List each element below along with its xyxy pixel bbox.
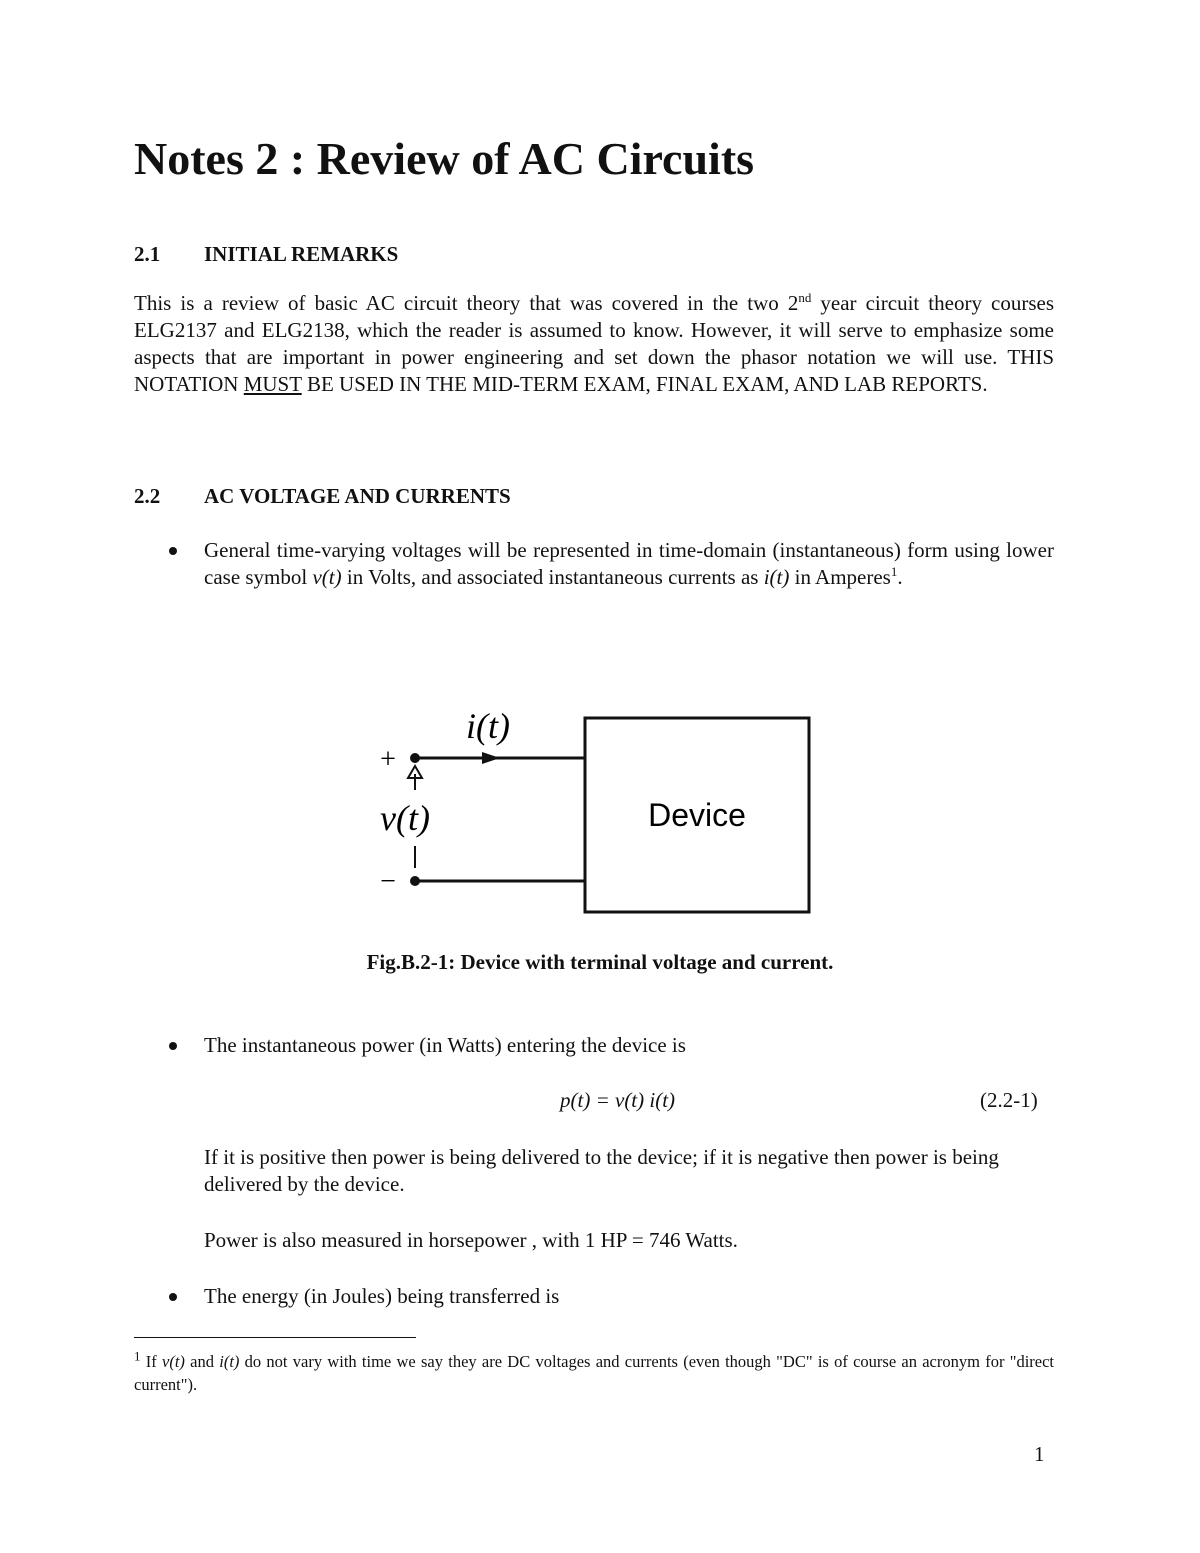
bullet-text: General time-varying voltages will be represented in time-domain (instantaneous) form using lower case symbol: [204, 538, 1054, 589]
intro-text-1: This is a review of basic AC circuit theory that was covered in the two 2: [134, 291, 799, 315]
current-symbol: i(t): [219, 1352, 240, 1371]
equation-number: (2.2-1): [980, 1088, 1038, 1112]
horsepower-paragraph: Power is also measured in horsepower , with 1 HP = 746 Watts.: [204, 1228, 738, 1252]
bullet-icon: [169, 1042, 177, 1050]
current-symbol: i(t): [763, 565, 790, 589]
section-number: 2.2: [134, 484, 161, 508]
power-sign-paragraph: If it is positive then power is being delivered to the device; if it is negative then power is being delivered by the device.: [204, 1145, 999, 1196]
footnote-reference: 1: [890, 564, 898, 579]
section-title: AC VOLTAGE AND CURRENTS: [204, 484, 511, 508]
section-number: 2.1: [134, 242, 161, 266]
page-title: Notes 2 : Review of AC Circuits: [134, 133, 755, 184]
ordinal-superscript: nd: [798, 290, 812, 305]
voltage-symbol: v(t): [162, 1352, 185, 1371]
bullet-energy: The energy (in Joules) being transferred is: [204, 1284, 560, 1308]
figure-caption: Fig.B.2-1: Device with terminal voltage and current.: [366, 950, 834, 974]
intro-text-2: year circuit theory courses ELG2137 and ELG2138, which the reader is assumed to know. However, it will serve to emphasize some aspects that are important in power engineering and set down the phasor notation we will use. THIS NOTATION: [134, 291, 1054, 396]
bullet-text: in Amperes: [789, 565, 891, 589]
emphasis-must: MUST: [243, 372, 302, 396]
footnote-marker: 1: [134, 1348, 141, 1364]
bullet-time-varying: [204, 537, 1054, 591]
plus-sign: +: [380, 744, 396, 775]
intro-paragraph: [134, 290, 1054, 398]
device-label: Device: [648, 797, 746, 833]
footnote-text: If: [140, 1352, 162, 1371]
bullet-instantaneous-power: The instantaneous power (in Watts) entering the device is: [204, 1033, 686, 1057]
section-title: INITIAL REMARKS: [204, 242, 399, 266]
positive-terminal: [410, 753, 420, 763]
bullet-text: in Volts, and associated instantaneous currents as: [341, 565, 764, 589]
footnote-text: and: [184, 1352, 220, 1371]
footnote-text: do not vary with time we say they are DC voltages and currents (even though "DC" is of course an acronym for "direct current").: [134, 1352, 1054, 1394]
bullet-text: .: [897, 565, 903, 589]
section-heading-ac-voltage: [134, 482, 634, 510]
page-number: 1: [1034, 1442, 1045, 1466]
current-arrow-icon: [482, 752, 500, 764]
bullet-icon: [169, 1293, 177, 1301]
intro-text-3: BE USED IN THE MID-TERM EXAM, FINAL EXAM, AND LAB REPORTS.: [301, 372, 988, 396]
section-heading-initial-remarks: [134, 240, 534, 268]
device-circuit-diagram: [360, 690, 830, 930]
bullet-icon: [169, 547, 177, 555]
negative-terminal: [410, 876, 420, 886]
voltage-label: v(t): [380, 798, 430, 838]
power-equation: p(t) = v(t) i(t): [560, 1088, 676, 1112]
voltage-symbol: v(t): [312, 565, 342, 589]
footnote: [134, 1350, 1054, 1396]
minus-sign: −: [380, 866, 396, 897]
footnote-separator: [134, 1337, 416, 1338]
current-label: i(t): [466, 706, 510, 746]
